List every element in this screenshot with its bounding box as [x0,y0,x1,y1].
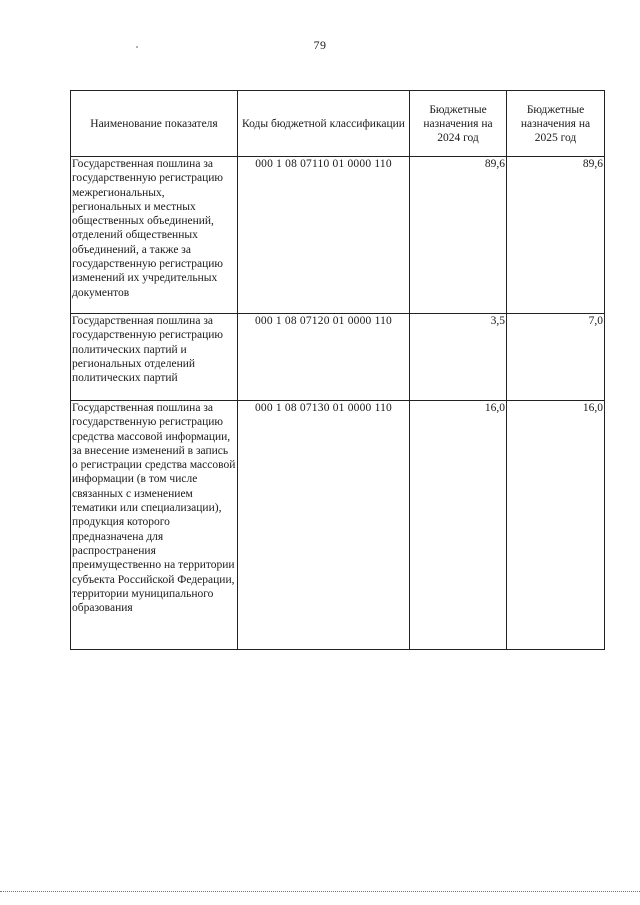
row-indicator-name: Государственная пошлина за государственную регистрацию межрегиональных, региональных и местных общественных объединений, отделений общественных объединений, а также за государственную регистрацию изменений их учредительных документов [71,157,238,314]
header-budget-2024: Бюджетные назначения на 2024 год [410,91,507,157]
row-indicator-name: Государственная пошлина за государственную регистрацию политических партий и региональных отделений политических партий [71,314,238,401]
row-value-2024: 89,6 [410,157,507,314]
header-budget-codes: Коды бюджетной классификации [238,91,410,157]
row-budget-code: 000 1 08 07120 01 0000 110 [238,314,410,401]
table-header-row [71,91,605,157]
row-value-2025: 7,0 [507,314,605,401]
header-indicator-name: Наименование показателя [71,91,238,157]
row-value-2025: 89,6 [507,157,605,314]
table-row [71,157,605,314]
row-budget-code: 000 1 08 07130 01 0000 110 [238,401,410,650]
budget-table [70,90,605,650]
table-row [71,401,605,650]
scan-speck [136,46,138,48]
row-value-2025: 16,0 [507,401,605,650]
row-budget-code: 000 1 08 07110 01 0000 110 [238,157,410,314]
header-budget-2025: Бюджетные назначения на 2025 год [507,91,605,157]
scan-bottom-edge [0,891,640,892]
page-number: 79 [313,38,327,52]
table-row [71,314,605,401]
row-value-2024: 16,0 [410,401,507,650]
row-value-2024: 3,5 [410,314,507,401]
row-indicator-name: Государственная пошлина за государственную регистрацию средства массовой информации, за внесение изменений в запись о регистрации средства массовой информации (в том числе связанных с изменением тематики или специализации), продукция которого предназначена для распространения преимущественно на территории субъекта Российской Федерации, территории муниципального образования [71,401,238,650]
